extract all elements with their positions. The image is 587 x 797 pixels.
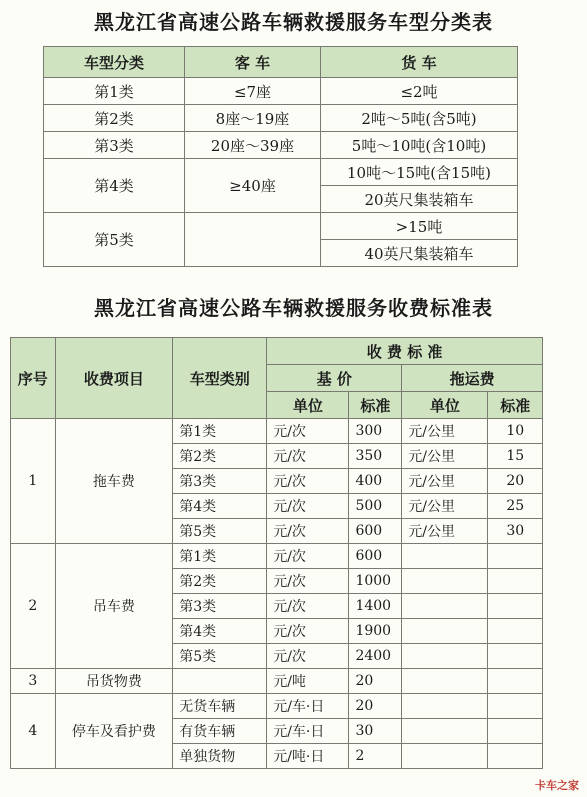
- base-unit-cell: 元/次: [267, 644, 349, 669]
- header-towing-fee: 拖运费: [402, 365, 543, 392]
- towing-standard-cell: 15: [488, 444, 543, 469]
- category-cell: 第3类: [173, 469, 267, 494]
- header-unit: 单位: [267, 392, 349, 419]
- base-standard-cell: 20: [349, 669, 402, 694]
- category-cell: 第1类: [173, 419, 267, 444]
- base-unit-cell: 元/次: [267, 619, 349, 644]
- category-cell: 第5类: [173, 644, 267, 669]
- towing-unit-cell: 元/公里: [402, 444, 488, 469]
- category-cell: 无货车辆: [173, 694, 267, 719]
- base-unit-cell: 元/次: [267, 444, 349, 469]
- towing-unit-cell: 元/公里: [402, 519, 488, 544]
- towing-unit-cell: [402, 619, 488, 644]
- base-unit-cell: 元/次: [267, 419, 349, 444]
- base-standard-cell: 400: [349, 469, 402, 494]
- fee-item-cell: 拖车费: [55, 419, 173, 544]
- towing-unit-cell: [402, 544, 488, 569]
- header-standard: 标准: [488, 392, 543, 419]
- category-cell: [173, 669, 267, 694]
- bus-cell: 8座～19座: [185, 105, 321, 132]
- truck-cell: 2吨～5吨(含5吨): [321, 105, 518, 132]
- header-no: 序号: [11, 338, 56, 419]
- row-number-cell: 1: [11, 419, 56, 544]
- bus-cell: ≤7座: [185, 78, 321, 105]
- table-row: [11, 669, 543, 694]
- fee-table-body: [11, 419, 543, 769]
- towing-unit-cell: 元/公里: [402, 419, 488, 444]
- category-cell: 第5类: [173, 519, 267, 544]
- fee-table-title: 黑龙江省高速公路车辆救援服务收费标准表: [94, 296, 493, 320]
- base-standard-cell: 600: [349, 544, 402, 569]
- row-number-cell: 3: [11, 669, 56, 694]
- class-cell: 第3类: [44, 132, 185, 159]
- towing-standard-cell: [488, 619, 543, 644]
- category-cell: 第3类: [173, 594, 267, 619]
- header-base-price: 基 价: [267, 365, 402, 392]
- base-standard-cell: 1400: [349, 594, 402, 619]
- category-cell: 有货车辆: [173, 719, 267, 744]
- towing-standard-cell: [488, 744, 543, 769]
- base-unit-cell: 元/次: [267, 519, 349, 544]
- category-cell: 第2类: [173, 444, 267, 469]
- header-standard: 标准: [349, 392, 402, 419]
- towing-unit-cell: [402, 669, 488, 694]
- towing-unit-cell: [402, 694, 488, 719]
- towing-unit-cell: [402, 594, 488, 619]
- towing-standard-cell: 30: [488, 519, 543, 544]
- towing-standard-cell: 10: [488, 419, 543, 444]
- base-unit-cell: 元/车·日: [267, 719, 349, 744]
- truck-cell: ≤2吨: [321, 78, 518, 105]
- towing-standard-cell: [488, 644, 543, 669]
- category-cell: 第1类: [173, 544, 267, 569]
- fee-standard-table: [10, 337, 543, 769]
- bus-cell: 20座～39座: [185, 132, 321, 159]
- towing-unit-cell: 元/公里: [402, 494, 488, 519]
- base-unit-cell: 元/次: [267, 469, 349, 494]
- header-bus: 客 车: [185, 47, 321, 78]
- bus-cell: [185, 213, 321, 267]
- truck-cell: >15吨: [321, 213, 518, 240]
- class-cell: 第4类: [44, 159, 185, 213]
- towing-standard-cell: [488, 694, 543, 719]
- header-unit: 单位: [402, 392, 488, 419]
- table-row: [11, 544, 543, 569]
- row-number-cell: 4: [11, 694, 56, 769]
- towing-unit-cell: [402, 719, 488, 744]
- base-standard-cell: 2: [349, 744, 402, 769]
- fee-item-cell: 停车及看护费: [55, 694, 173, 769]
- table-row: [11, 694, 543, 719]
- category-cell: 第2类: [173, 569, 267, 594]
- base-unit-cell: 元/次: [267, 594, 349, 619]
- truck-cell: 40英尺集装箱车: [321, 240, 518, 267]
- base-standard-cell: 300: [349, 419, 402, 444]
- base-standard-cell: 350: [349, 444, 402, 469]
- header-truck: 货 车: [321, 47, 518, 78]
- base-unit-cell: 元/吨·日: [267, 744, 349, 769]
- base-unit-cell: 元/吨: [267, 669, 349, 694]
- fee-item-cell: 吊车费: [55, 544, 173, 669]
- towing-standard-cell: [488, 669, 543, 694]
- base-unit-cell: 元/次: [267, 494, 349, 519]
- base-standard-cell: 500: [349, 494, 402, 519]
- base-standard-cell: 20: [349, 694, 402, 719]
- bus-cell: ≥40座: [185, 159, 321, 213]
- towing-unit-cell: 元/公里: [402, 469, 488, 494]
- towing-standard-cell: [488, 569, 543, 594]
- towing-standard-cell: 25: [488, 494, 543, 519]
- towing-standard-cell: [488, 719, 543, 744]
- vehicle-classification-table: [43, 46, 518, 267]
- class-cell: 第1类: [44, 78, 185, 105]
- fee-item-cell: 吊货物费: [55, 669, 173, 694]
- class-cell: 第5类: [44, 213, 185, 267]
- towing-unit-cell: [402, 744, 488, 769]
- category-cell: 第4类: [173, 494, 267, 519]
- base-standard-cell: 1000: [349, 569, 402, 594]
- truck-cell: 20英尺集装箱车: [321, 186, 518, 213]
- table-row: [11, 419, 543, 444]
- towing-unit-cell: [402, 644, 488, 669]
- class-cell: 第2类: [44, 105, 185, 132]
- base-unit-cell: 元/次: [267, 544, 349, 569]
- category-cell: 第4类: [173, 619, 267, 644]
- header-category: 车型类别: [173, 338, 267, 419]
- row-number-cell: 2: [11, 544, 56, 669]
- base-unit-cell: 元/次: [267, 569, 349, 594]
- header-class: 车型分类: [44, 47, 185, 78]
- classification-table-title: 黑龙江省高速公路车辆救援服务车型分类表: [94, 10, 493, 34]
- towing-standard-cell: [488, 544, 543, 569]
- truck-cell: 10吨～15吨(含15吨): [321, 159, 518, 186]
- watermark-logo: 卡车之家: [535, 779, 579, 792]
- base-unit-cell: 元/车·日: [267, 694, 349, 719]
- category-cell: 单独货物: [173, 744, 267, 769]
- header-item: 收费项目: [55, 338, 173, 419]
- towing-standard-cell: 20: [488, 469, 543, 494]
- base-standard-cell: 2400: [349, 644, 402, 669]
- base-standard-cell: 600: [349, 519, 402, 544]
- truck-cell: 5吨～10吨(含10吨): [321, 132, 518, 159]
- towing-standard-cell: [488, 594, 543, 619]
- header-fee-standard: 收 费 标 准: [267, 338, 543, 365]
- base-standard-cell: 1900: [349, 619, 402, 644]
- towing-unit-cell: [402, 569, 488, 594]
- base-standard-cell: 30: [349, 719, 402, 744]
